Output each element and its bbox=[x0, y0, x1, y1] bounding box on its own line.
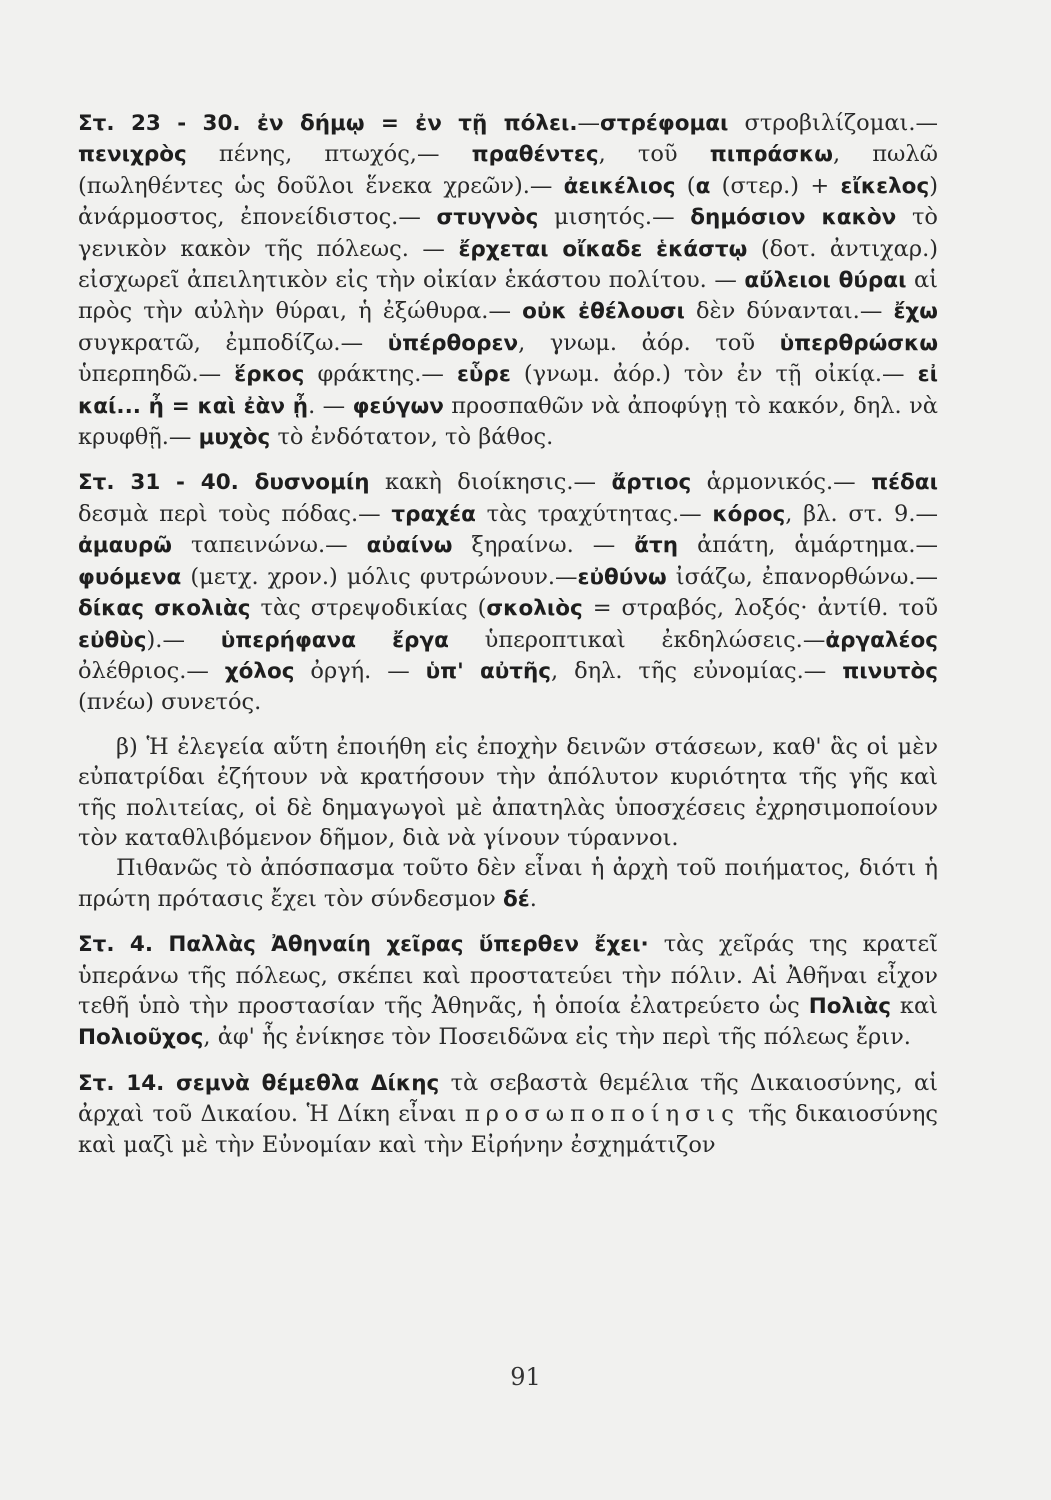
text-run: (μετχ. χρον.) μόλις φυτρώνουν.— bbox=[181, 563, 578, 590]
bold-term: πενιχρὸς bbox=[78, 142, 187, 168]
bold-term: εὗρε bbox=[456, 362, 511, 388]
text-run: δὲν δύνανται.— bbox=[684, 298, 894, 325]
text-run: , δηλ. τῆς εὐνομίας.— bbox=[551, 657, 843, 684]
text-run: . bbox=[529, 885, 537, 912]
bold-term: ἀμαυρῶ bbox=[78, 533, 172, 559]
text-run: ) ἀνάρμοστος, ἐπονείδιστος.— bbox=[78, 172, 938, 231]
bold-term: πέδαι bbox=[871, 470, 938, 496]
text-run: — bbox=[577, 110, 601, 136]
bold-term: ὑπ' αὐτῆς bbox=[425, 658, 552, 684]
text-run: συγκρατῶ, ἐμποδίζω.— bbox=[78, 329, 388, 356]
text-run: β) Ἡ ἐλεγεία αὕτη ἐποιήθη εἰς ἐποχὴν δεινῶν στάσεων, καθ' ἃς οἱ μὲν εὐπατρίδαι ἐζήτουν νὰ κρατήσουν τὴν ἀπόλυτον κυριότητα τῆς γῆς καὶ τῆς πολιτείας, οἱ δὲ δημαγωγοὶ μὲ ἀπατηλὰς ὑποσχέσεις ἐχρησιμοποίουν τὸν καταθλιβόμενον δῆμον, διὰ νὰ γίνουν τύραννοι. bbox=[78, 733, 938, 851]
text-run: τῆς δικαιοσύνης καὶ μαζὶ μὲ τὴν Εὐνομίαν καὶ τὴν Εἰρήνην ἐσχημάτιζον bbox=[78, 1101, 938, 1158]
text-run: . — bbox=[308, 392, 353, 419]
bold-term: στρέφομαι bbox=[600, 111, 729, 136]
text-run: ταπεινώνω.— bbox=[171, 532, 367, 559]
text-run: δεσμὰ περὶ τοὺς πόδας.— bbox=[78, 500, 392, 527]
bold-term: φεύγων bbox=[352, 393, 444, 419]
paragraph bbox=[78, 853, 938, 915]
bold-term: κόρος bbox=[712, 501, 786, 527]
text-run: ὀλέθριος.— bbox=[78, 657, 225, 684]
verse-note bbox=[78, 467, 938, 717]
bold-term: ἕρκος bbox=[234, 362, 305, 388]
bold-term: πιπράσκω bbox=[709, 142, 833, 168]
bold-term: πινυτὸς bbox=[842, 658, 938, 684]
text-run: (πνέω) συνετός. bbox=[78, 689, 262, 716]
bold-term: στυγνὸς bbox=[436, 205, 539, 231]
text-run: τὰς στρεψοδικίας ( bbox=[250, 595, 487, 622]
text-run: = στραβός, λοξός· ἀντίθ. τοῦ bbox=[582, 595, 938, 622]
spaced-term: προσωποποίησις bbox=[464, 1101, 740, 1128]
text-run: μισητός.— bbox=[538, 204, 691, 231]
bold-term: εἴκελος bbox=[840, 173, 930, 199]
bold-term: α bbox=[695, 173, 711, 199]
text-run: (γνωμ. ἀόρ.) τὸν ἐν τῇ οἰκίᾳ.— bbox=[510, 361, 918, 388]
text-run: τὰς χεῖράς της κρατεῖ ὑπεράνω τῆς πόλεως, σκέπει καὶ προστατεύει τὴν πόλιν. Αἱ Ἀθῆναι εἶχον τεθῆ ὑπὸ τὴν προστασίαν τῆς Ἀθηνᾶς, ἡ ὁποία ἐλατρεύετο ὡς bbox=[78, 931, 938, 1019]
bold-term: ὑπέρθορεν bbox=[387, 330, 519, 356]
text-run: στροβιλίζομαι.— bbox=[728, 110, 938, 136]
text-run: προσπαθῶν νὰ ἀποφύγῃ τὸ κακόν, δηλ. νὰ κρυφθῇ.— bbox=[78, 392, 938, 451]
text-run: , βλ. στ. 9.— bbox=[785, 500, 938, 527]
bold-term: φυόμενα bbox=[78, 564, 182, 590]
text-run: (δοτ. ἀντιχαρ.) εἰσχωρεῖ ἀπειλητικὸν εἰς τὴν οἰκίαν ἑκάστου πολίτου. — bbox=[78, 235, 938, 294]
text-run: καὶ bbox=[890, 992, 939, 1019]
text-run: ὑπεροπτικαὶ ἐκδηλώσεις.— bbox=[448, 626, 826, 653]
text-run: (στερ.) + bbox=[710, 172, 841, 199]
bold-term: ἔρχεται οἴκαδε ἑκάστῳ bbox=[458, 236, 748, 262]
text-run: τὸ γενικὸν κακὸν τῆς πόλεως. — bbox=[78, 204, 938, 262]
notes-block-1 bbox=[78, 108, 938, 718]
bold-term: ἀεικέλιος bbox=[563, 173, 676, 199]
bold-term: ἀργαλέος bbox=[825, 627, 939, 653]
verse-reference: Στ. 4. bbox=[78, 932, 154, 958]
verse-reference: Στ. 14. bbox=[78, 1070, 165, 1096]
commentary-block bbox=[78, 732, 938, 915]
bold-term: δημόσιον κακὸν bbox=[690, 205, 897, 231]
text-run: πένης, πτωχός,— bbox=[186, 141, 472, 168]
bold-term: σκολιὸς bbox=[486, 596, 583, 622]
text-run: ξηραίνω. — bbox=[452, 532, 635, 559]
paragraph bbox=[78, 732, 938, 854]
text-run: , γνωμ. ἀόρ. τοῦ bbox=[518, 329, 780, 356]
bold-term: ὑπερθρώσκω bbox=[779, 330, 938, 356]
text-run: τὰς τραχύτητας.— bbox=[475, 500, 713, 527]
text-run: ἁρμονικός.— bbox=[691, 469, 872, 496]
bold-term: πραθέντες bbox=[471, 142, 599, 168]
page-number: 91 bbox=[510, 1363, 541, 1391]
verse-note bbox=[78, 929, 938, 1054]
bold-term: εὐθὺς bbox=[78, 627, 147, 653]
text-run: , ἀφ' ἧς ἐνίκησε τὸν Ποσειδῶνα εἰς τὴν περὶ τῆς πόλεως ἔριν. bbox=[203, 1024, 911, 1051]
bold-term: εἰ καί... ἦ = καὶ ἐὰν ᾖ bbox=[78, 362, 938, 419]
text-run: τὰ σεβαστὰ θεμέλια τῆς Δικαιοσύνης, αἱ ἀρχαὶ τοῦ Δικαίου. Ἡ Δίκη εἶναι bbox=[78, 1069, 938, 1128]
bold-term: οὐκ ἐθέλουσι bbox=[522, 299, 685, 325]
bold-term: ἐν δήμῳ = ἐν τῇ πόλει. bbox=[240, 111, 578, 136]
bold-term: ἄρτιος bbox=[611, 470, 692, 496]
bold-term: σεμνὰ θέμεθλα Δίκης bbox=[164, 1070, 440, 1096]
bold-term: χόλος bbox=[224, 658, 295, 684]
text-run: κακὴ διοίκησις.— bbox=[369, 469, 612, 496]
bold-term: ὑπερήφανα ἔργα bbox=[220, 627, 449, 653]
bold-term: ἔχω bbox=[893, 299, 938, 325]
bold-term: Παλλὰς Ἀθηναίη χεῖρας ὕπερθεν ἔχει· bbox=[153, 932, 649, 958]
bold-term: τραχέα bbox=[391, 501, 476, 527]
page-body bbox=[78, 108, 938, 1160]
bold-term: δέ bbox=[503, 886, 530, 912]
bold-term: μυχὸς bbox=[198, 425, 271, 451]
verse-reference: Στ. 23 - 30. bbox=[78, 111, 241, 136]
text-run: φράκτης.— bbox=[304, 361, 457, 388]
verse-reference: Στ. 31 - 40. bbox=[78, 470, 239, 496]
bold-term: αὔλειοι θύραι bbox=[744, 268, 907, 294]
verse-note bbox=[78, 1068, 938, 1160]
text-run: ὀργή. — bbox=[294, 657, 426, 684]
text-run: , πωλῶ (πωληθέντες ὡς δοῦλοι ἕνεκα χρεῶν).— bbox=[78, 141, 939, 199]
text-run: ὑπερπηδῶ.— bbox=[78, 361, 235, 388]
text-run: Πιθανῶς τὸ ἀπόσπασμα τοῦτο δὲν εἶναι ἡ ἀρχὴ τοῦ ποιήματος, διότι ἡ πρώτη πρότασις ἔχει τὸν σύνδεσμον bbox=[78, 855, 938, 912]
notes-block-2 bbox=[78, 929, 938, 1160]
bold-term: εὐθύνω bbox=[577, 564, 667, 590]
verse-note bbox=[78, 108, 938, 453]
bold-term: ἄτη bbox=[634, 533, 679, 559]
bold-term: Πολιὰς bbox=[808, 993, 891, 1019]
bold-term: δίκας σκολιὰς bbox=[78, 596, 251, 622]
text-run: , τοῦ bbox=[598, 141, 710, 168]
bold-term: αὐαίνω bbox=[366, 533, 453, 559]
bold-term: Πολιοῦχος bbox=[78, 1025, 204, 1051]
text-run: τὸ ἐνδότατον, τὸ βάθος. bbox=[270, 424, 554, 451]
text-run: ).— bbox=[146, 626, 221, 653]
bold-term: δυσνομίη bbox=[238, 470, 370, 496]
text-run: ἀπάτη, ἁμάρτημα.— bbox=[678, 532, 939, 559]
text-run: αἱ πρὸς τὴν αὐλὴν θύραι, ἡ ἐξώθυρα.— bbox=[78, 267, 938, 325]
text-run: ἰσάζω, ἐπανορθώνω.— bbox=[666, 563, 938, 590]
text-run: ( bbox=[675, 172, 696, 199]
